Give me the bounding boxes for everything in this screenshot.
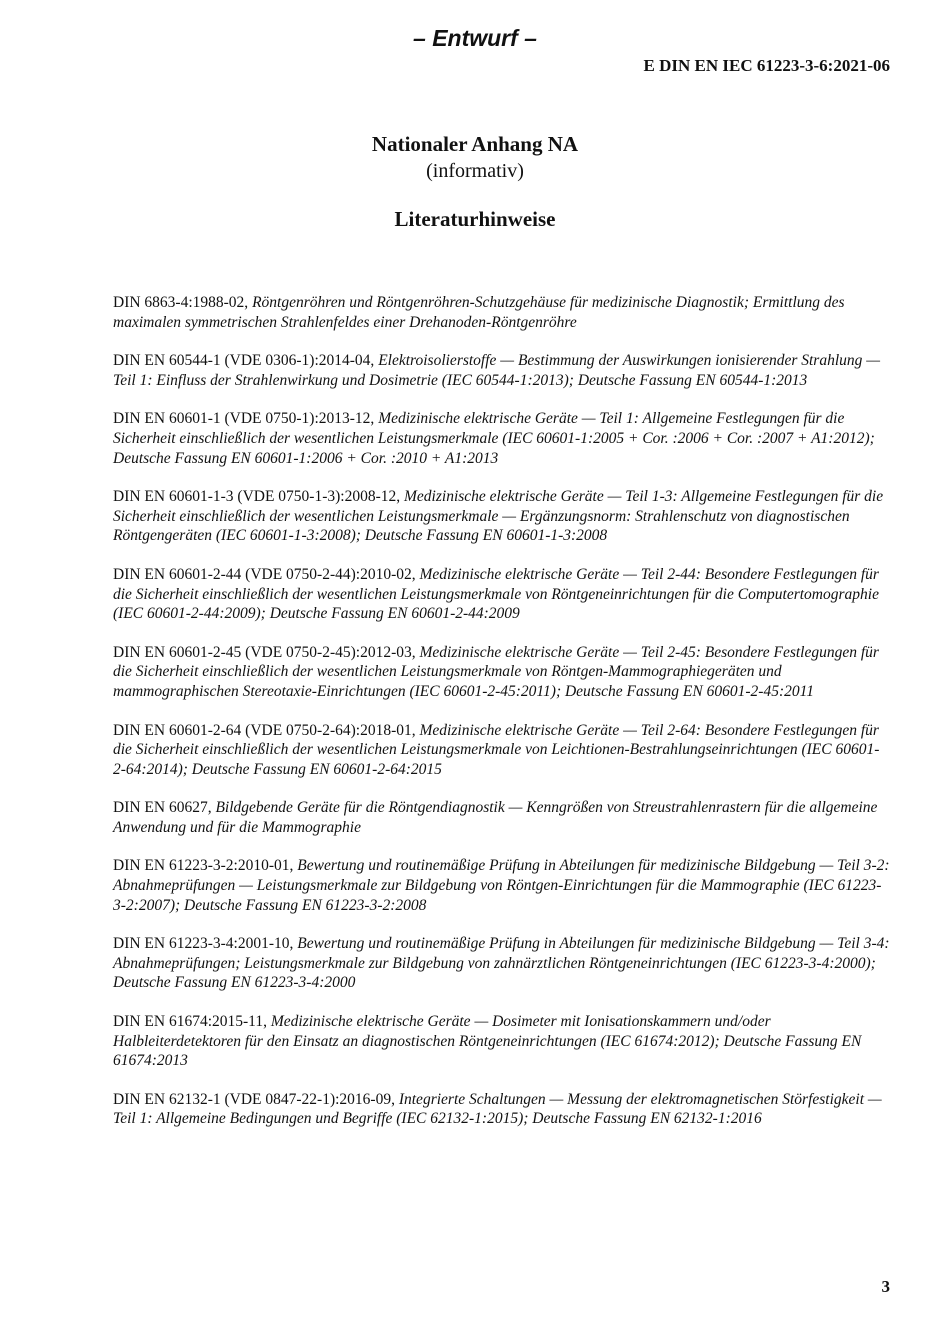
- reference-title: Bewertung und routinemäßige Prüfung in Abteilungen für medizinische Bildgebung — Teil 3-2: Abnahmeprüfungen — Leistungsmerkmale zur Bildgebung von Röntgen-Einrichtungen für die Mammographie (IEC 61223-3-2:2007); Deutsche Fassung EN 61223-3-2:2008: [113, 857, 890, 914]
- document-id: E DIN EN IEC 61223-3-6:2021-06: [643, 56, 890, 75]
- reference-title: Medizinische elektrische Geräte — Teil 2-44: Besondere Festlegungen für die Sicherheit einschließlich der wesentlichen Leistungsmerkmale von Röntgeneinrichtungen für die Computertomographie (IEC 60601-2-44:2009); Deutsche Fassung EN 60601-2-44:2009: [113, 565, 879, 623]
- reference-item: [113, 856, 891, 915]
- reference-id: DIN EN 61223-3-4:2001-10,: [113, 935, 294, 953]
- reference-item: [113, 487, 891, 546]
- reference-item: [113, 721, 891, 780]
- reference-title: Medizinische elektrische Geräte — Teil 2-45: Besondere Festlegungen für die Sicherheit einschließlich der wesentlichen Leistungsmerkmale von Röntgen-Mammographiegeräten und mammographischen Stereotaxie-Einrichtungen (IEC 60601-2-45:2011); Deutsche Fassung EN 60601-2-45:2011: [113, 643, 879, 700]
- reference-title: Bildgebende Geräte für die Röntgendiagnostik — Kenngrößen von Streustrahlenrastern für die allgemeine Anwendung und für die Mammographie: [113, 799, 878, 836]
- reference-title: Medizinische elektrische Geräte — Teil 1-3: Allgemeine Festlegungen für die Sicherheit einschließlich der wesentlichen Leistungsmerkmale — Ergänzungsnorm: Strahlenschutz von diagnostischen Röntgengeräten (IEC 60601-1-3:2008); Deutsche Fassung EN 60601-1-3:2008: [113, 488, 884, 545]
- reference-item: [113, 1012, 891, 1071]
- reference-item: [113, 934, 891, 993]
- reference-id: DIN EN 60601-1-3 (VDE 0750-1-3):2008-12,: [113, 488, 401, 506]
- reference-item: [113, 643, 891, 702]
- reference-title: Medizinische elektrische Geräte — Dosimeter mit Ionisationskammern und/oder Halbleiterdetektoren für den Einsatz an diagnostischen Röntgeneinrichtungen (IEC 61674:2012); Deutsche Fassung EN 61674:2013: [113, 1013, 862, 1070]
- reference-title: Röntgenröhren und Röntgenröhren-Schutzgehäuse für medizinische Diagnostik; Ermittlung des maximalen symmetrischen Strahlenfeldes einer Drehanoden-Röntgenröhre: [113, 294, 845, 331]
- reference-title: Medizinische elektrische Geräte — Teil 1: Allgemeine Festlegungen für die Sicherheit einschließlich der wesentlichen Leistungsmerkmale (IEC 60601-1:2005 + Cor. :2006 + Cor. :2007 + A1:2012); Deutsche Fassung EN 60601-1:2006 + Cor. :2010 + A1:2013: [113, 410, 875, 467]
- reference-id: DIN EN 61674:2015-11,: [113, 1013, 267, 1031]
- draft-label: – Entwurf –: [413, 25, 537, 51]
- reference-item: [113, 293, 891, 332]
- reference-title: Bewertung und routinemäßige Prüfung in Abteilungen für medizinische Bildgebung — Teil 3-4: Abnahmeprüfungen; Leistungsmerkmale zur Bildgebung von zahnärztlichen Röntgeneinrichtungen (IEC 61223-3-4:2000); Deutsche Fassung EN 61223-3-4:2000: [113, 935, 890, 992]
- reference-id: DIN 6863-4:1988-02,: [113, 294, 249, 311]
- reference-item: [113, 1090, 891, 1129]
- reference-list: [113, 293, 891, 1148]
- reference-item: [113, 409, 891, 468]
- reference-item: [113, 351, 891, 390]
- reference-id: DIN EN 60601-1 (VDE 0750-1):2013-12,: [113, 410, 375, 428]
- page-number: 3: [881, 1277, 890, 1296]
- annex-title: Nationaler Anhang NA: [371, 132, 579, 156]
- section-title: Literaturhinweise: [394, 207, 556, 231]
- reference-title: Elektroisolierstoffe — Bestimmung der Auswirkungen ionisierender Strahlung — Teil 1: Einfluss der Strahlenwirkung und Dosimetrie (IEC 60544-1:2013); Deutsche Fassung EN 60544-1:2013: [113, 352, 881, 389]
- reference-title: Medizinische elektrische Geräte — Teil 2-64: Besondere Festlegungen für die Sicherheit einschließlich der wesentlichen Leistungsmerkmale von Leichtionen-Bestrahlungseinrichtungen (IEC 60601-2-64:2014); Deutsche Fassung EN 60601-2-64:2015: [113, 721, 880, 778]
- reference-id: DIN EN 60601-2-64 (VDE 0750-2-64):2018-01,: [113, 721, 416, 739]
- annex-subtitle: (informativ): [426, 160, 524, 182]
- reference-id: DIN EN 60601-2-44 (VDE 0750-2-44):2010-02,: [113, 565, 416, 583]
- reference-title: Integrierte Schaltungen — Messung der elektromagnetischen Störfestigkeit — Teil 1: Allgemeine Bedingungen und Begriffe (IEC 62132-1:2015); Deutsche Fassung EN 62132-1:2016: [113, 1090, 882, 1128]
- reference-item: [113, 798, 891, 837]
- reference-id: DIN EN 60544-1 (VDE 0306-1):2014-04,: [113, 352, 375, 370]
- reference-item: [113, 565, 891, 624]
- reference-id: DIN EN 62132-1 (VDE 0847-22-1):2016-09,: [113, 1090, 395, 1108]
- reference-id: DIN EN 60601-2-45 (VDE 0750-2-45):2012-03,: [113, 643, 416, 661]
- reference-id: DIN EN 60627,: [113, 799, 212, 817]
- reference-id: DIN EN 61223-3-2:2010-01,: [113, 857, 294, 875]
